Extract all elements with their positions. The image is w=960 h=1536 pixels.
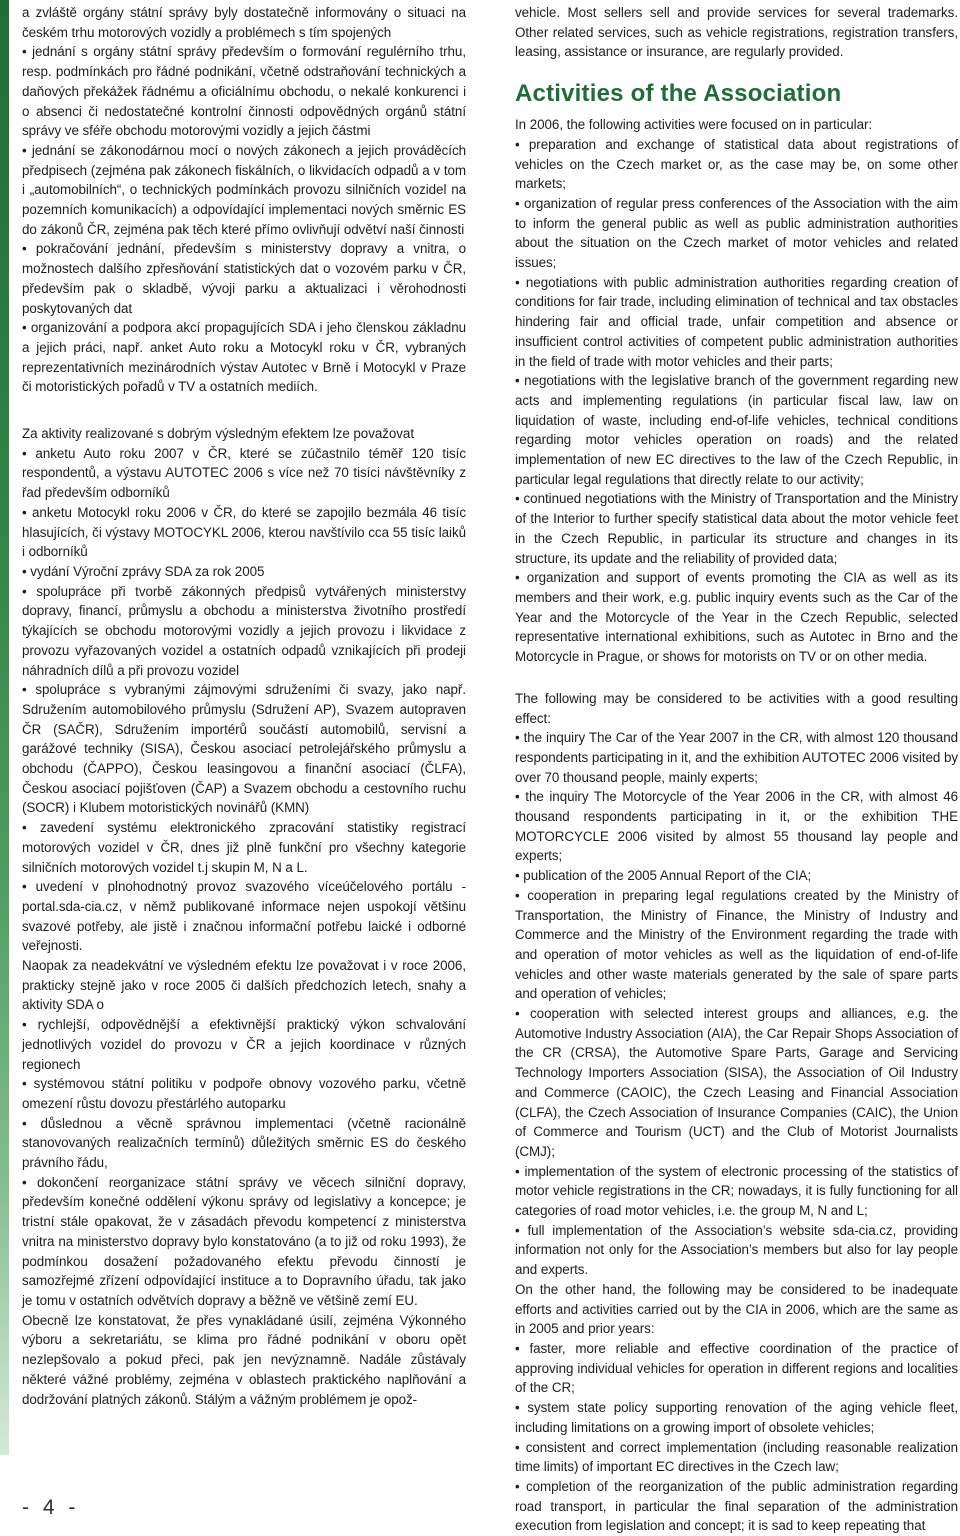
bullet-item: • jednání se zákonodárnou mocí o nových zákonech a jejich prováděcích předpisech (zejména pak zákonech fiskálních, o likvidacích odpadů a v tom i „automobilních“, o technických podmínkách provozu silničních vozidel na pozemních komunikacích) a odpovídající implementaci nových směrnic ES do zákonů ČR, zejména pak těch které přímo ovlivňují odvětví naší činnosti <box>22 142 466 237</box>
left-column-czech <box>22 3 466 1409</box>
bullet-item: • důslednou a věcně správnou implementaci (včetně racionálně stanovovaných realizačních termínů) důležitých směrnic ES do českého právního řádu, <box>22 1115 466 1171</box>
paragraph: Obecně lze konstatovat, že přes vynakládané úsilí, zejména Výkonného výboru a sekretariátu, se klima pro řádné podnikání v oboru opět nezlepšovalo a pokud přeci, pak jen nevýznamně. Nadále zůstávaly některé vážné problémy, zejména v oblastech praktického naplňování a dodržování platných zákonů. Stálým a vážným problémem je opož- <box>22 1312 466 1407</box>
bullet-item: • continued negotiations with the Ministry of Transportation and the Ministry of the Interior to further specify statistical data about the motor vehicle feet in the Czech Republic, in particular its structure and changes in its structure, its update and the reliability of provided data; <box>515 491 958 566</box>
left-bottom-section <box>22 424 466 1409</box>
paragraph: On the other hand, the following may be considered to be inadequate efforts and activities carried out by the CIA in 2006, which are the same as in 2005 and prior years: <box>515 1281 958 1337</box>
bullet-item: • organizování a podpora akcí propagujících SDA i jeho členskou základnu a jejich práci, např. anket Auto roku a Motocykl roku v ČR, vybraných reprezentativních mezinárodních výstav Autotec v Brně i Motocykl v Praze či motoristických pořadů v TV a ostatních mediích. <box>22 320 466 395</box>
bullet-item: • faster, more reliable and effective coordination of the practice of approving individual vehicles for operation in different regions and localities of the CR; <box>515 1341 958 1396</box>
paragraph: Naopak za neadekvátní ve výsledném efektu lze považovat i v roce 2006, prakticky stejně jako v roce 2005 či dalších předchozích letech, snahy a aktivity SDA o <box>22 958 466 1013</box>
results-section <box>515 689 958 1536</box>
bullet-item: • jednání s orgány státní správy především o formování regulérního trhu, resp. podmínkách pro řádné podnikání, včetně odstraňování technických a daňových překážek řádnému a oficiálnímu obchodu, o nekalé konkurenci i o absenci či nedostatečné kontrolní činnosti odpovědných orgánů státní správy ve sféře obchodu motorovými vozidly a jejich částmi <box>22 44 466 139</box>
bullet-item: • uvedení v plnohodnotný provoz svazového víceúčelového portálu - portal.sda-cia.cz, v němž publikované informace nejen uspokojí většinu svazové potřeby, ale jistě i značnou informační potřebu laické i odborné veřejnosti. <box>22 879 466 954</box>
intro-paragraph: vehicle. Most sellers sell and provide services for several trademarks. Other related services, such as vehicle registrations, registration transfers, leasing, assistance or insurance, are regularly provided. <box>515 5 958 60</box>
bullet-item: • zavedení systému elektronického zpracování statistiky registrací motorových vozidel v ČR, dnes již plně funkční pro všechny kategorie silničních motorových vozidel t.j skupin M, N a L. <box>22 820 466 875</box>
bullet-item: • implementation of the system of electronic processing of the statistics of motor vehicle registrations in the CR; nowadays, it is fully functioning for all categories of road motor vehicles, i.e. the group M, N and L; <box>515 1163 958 1219</box>
paragraph: a zvláště orgány státní správy byly dostatečně informovány o situaci na českém trhu motorových vozidly a problémech s tím spojených <box>22 5 466 40</box>
bullet-item: • dokončení reorganizace státní správy ve věcech silniční dopravy, především konečné oddělení výkonu správy od legislativy a koncepce; je tristní stále opakovat, že v zásadách převodu kompetencí z ministerstva vnitra na ministerstvo dopravy bylo konstatováno (a to již od roku 1993), že podmínkou dosažení požadovaného efektu převodu činností je samozřejmé zřízení odpovídající instituce a to Dopravního úřadu, tak jako je tomu v ostatních odvětvích dopravy a běžně ve většině zemí EU. <box>22 1174 466 1308</box>
bullet-item: • completion of the reorganization of the public administration regarding road transport, in particular the final separation of the administration execution from legislation and concept; it is sad to keep repeating that <box>515 1478 958 1534</box>
bullet-item: • negotiations with the legislative branch of the government regarding new acts and implementing regulations (in particular fiscal law, law on liquidation of waste, including end-of-life vehicles, technical conditions regarding motor vehicles operation on roads) and the related implementation of new EC directives to the law of the Czech Republic, in particular legal regulations that directly relate to our activity; <box>515 373 958 487</box>
bullet-item: • spolupráce s vybranými zájmovými sdruženími či svazy, jako např. Sdružením automobilového průmyslu (Sdružení AP), Svazem autopraven ČR (SAČR), Sdružením importérů součástí automobilů, servisní a garážové techniky (SISA), Českou asociací petrolejářského průmyslu a obchodu (ČAPPO), Českou leasingovou a finanční asociací (ČLFA), Českou asociací pojišťoven (ČAP) a Svazem obchodu a cestovního ruchu (SOCR) i Klubem motoristických novinářů (KMN) <box>22 682 466 816</box>
activities-section <box>515 115 958 667</box>
right-column-english <box>515 3 958 1536</box>
bullet-item: • preparation and exchange of statistical data about registrations of vehicles on the Czech market or, as the case may be, on some other markets; <box>515 136 958 192</box>
bullet-item: • publication of the 2005 Annual Report of the CIA; <box>515 868 812 884</box>
bullet-item: • anketu Motocykl roku 2006 v ČR, do které se zapojilo bezmála 46 tisíc hlasujících, či výstavy MOTOCYKL 2006, kterou navštívilo cca 55 tisíc laiků i odborníků <box>22 504 466 560</box>
bullet-item: • systémovou státní politiku v podpoře obnovy vozového parku, včetně omezení růstu dovozu přestárlého autoparku <box>22 1076 466 1111</box>
bullet-item: • consistent and correct implementation (including reasonable realization time limits) of important EC directives in the Czech law; <box>515 1439 958 1475</box>
bullet-item: • pokračování jednání, především s ministerstvy dopravy a vnitra, o možnostech dalšího zpřesňování statistických dat o vozovém parku v ČR, především pak o skladbě, vývoji parku a aktualizaci i věrohodnosti poskytovaných dat <box>22 241 466 316</box>
bullet-item: • organization and support of events promoting the CIA as well as its members and their work, e.g. public inquiry events such as the Car of the Year and the Motorcycle of the Year in the Czech Republic, selected representative international exhibitions, such as Autotec in Brno and the Motorcycle in Prague, or shows for motorists on TV or on other media. <box>515 570 958 665</box>
bullet-item: • spolupráce při tvorbě zákonných předpisů vytvářených ministerstvy dopravy, financí, průmyslu a obchodu a ministerstva životního prostředí týkajících se obchodu motorovými vozidly a jejich provozu i likvidace z provozu vyřazovaných vozidel a ostatních odpadů vznikajících při prodeji náhradních dílů a při provozu vozidel <box>22 583 466 678</box>
spacer <box>515 667 958 689</box>
bullet-item: • cooperation in preparing legal regulations created by the Ministry of Transportation, the Ministry of Finance, the Ministry of Industry and Commerce and the Ministry of the Environment regarding the trade with and operation of motor vehicles as well as the liquidation of end-of-life vehicles and other waste materials generated by the sale of spare parts and operation of vehicles; <box>515 887 958 1002</box>
page-number: - 4 - <box>22 1496 80 1519</box>
bullet-item: • rychlejší, odpovědnější a efektivnější praktický výkon schvalování jednotlivých vozidel do provozu v ČR a jejich koordinace v různých regionech <box>22 1017 466 1072</box>
bullet-item: • the inquiry The Car of the Year 2007 in the CR, with almost 120 thousand respondents participating in it, and the exhibition AUTOTEC 2006 visited by over 70 thousand people, mainly experts; <box>515 730 958 785</box>
paragraph: Za aktivity realizované s dobrým výsledným efektem lze považovat <box>22 426 414 442</box>
section-heading: Activities of the Association <box>515 80 842 108</box>
bullet-item: • system state policy supporting renovation of the aging vehicle fleet, including limitations on a growing import of obsolete vehicles; <box>515 1400 958 1435</box>
spacer <box>22 397 466 424</box>
sidebar-accent-bar <box>0 0 9 1455</box>
bullet-item: • the inquiry The Motorcycle of the Year 2006 in the CR, with almost 46 thousand respondents participating in it, or the exhibition THE MOTORCYCLE 2006 visited by almost 55 thousand lay people and experts; <box>515 789 958 864</box>
bullet-item: • organization of regular press conferences of the Association with the aim to inform the general public as well as public administration authorities about the situation on the Czech market of motor vehicles and related issues; <box>515 195 958 271</box>
bullet-item: • vydání Výroční zprávy SDA za rok 2005 <box>22 563 265 579</box>
paragraph: In 2006, the following activities were focused on in particular: <box>515 117 873 133</box>
bullet-item: • cooperation with selected interest groups and alliances, e.g. the Automotive Industry Association (AIA), the Car Repair Shops Association of the CR (CRSA), the Automotive Spare Parts, Garage and Servicing Technology Importers Association (SISA), the Association of Oil Industry and Commerce (CAOIC), the Czech Leasing and Financial Association (CLFA), the Czech Association of Insurance Companies (CAIC), the Union of Commerce and Tourism (UCT) and the Club of Motorist Journalists (CMJ); <box>515 1006 958 1159</box>
paragraph: The following may be considered to be activities with a good resulting effect: <box>515 690 958 726</box>
bullet-item: • anketu Auto roku 2007 v ČR, které se zúčastnilo téměř 120 tisíc respondentů, a výstavu AUTOTEC 2006 s více než 70 tisíci návštěvníky z řad především odborníků <box>22 445 466 501</box>
left-top-section <box>22 3 466 397</box>
bullet-item: • negotiations with public administration authorities regarding creation of conditions for fair trade, including elimination of technical and tax obstacles hindering fair and official trade, unfair competition and absence or insufficient control activities of competent public administration authorities in the field of trade with motor vehicles and their parts; <box>515 274 958 369</box>
bullet-item: • full implementation of the Association’s website sda-cia.cz, providing information not only for the Association’s members but also for lay people and experts. <box>515 1222 958 1278</box>
